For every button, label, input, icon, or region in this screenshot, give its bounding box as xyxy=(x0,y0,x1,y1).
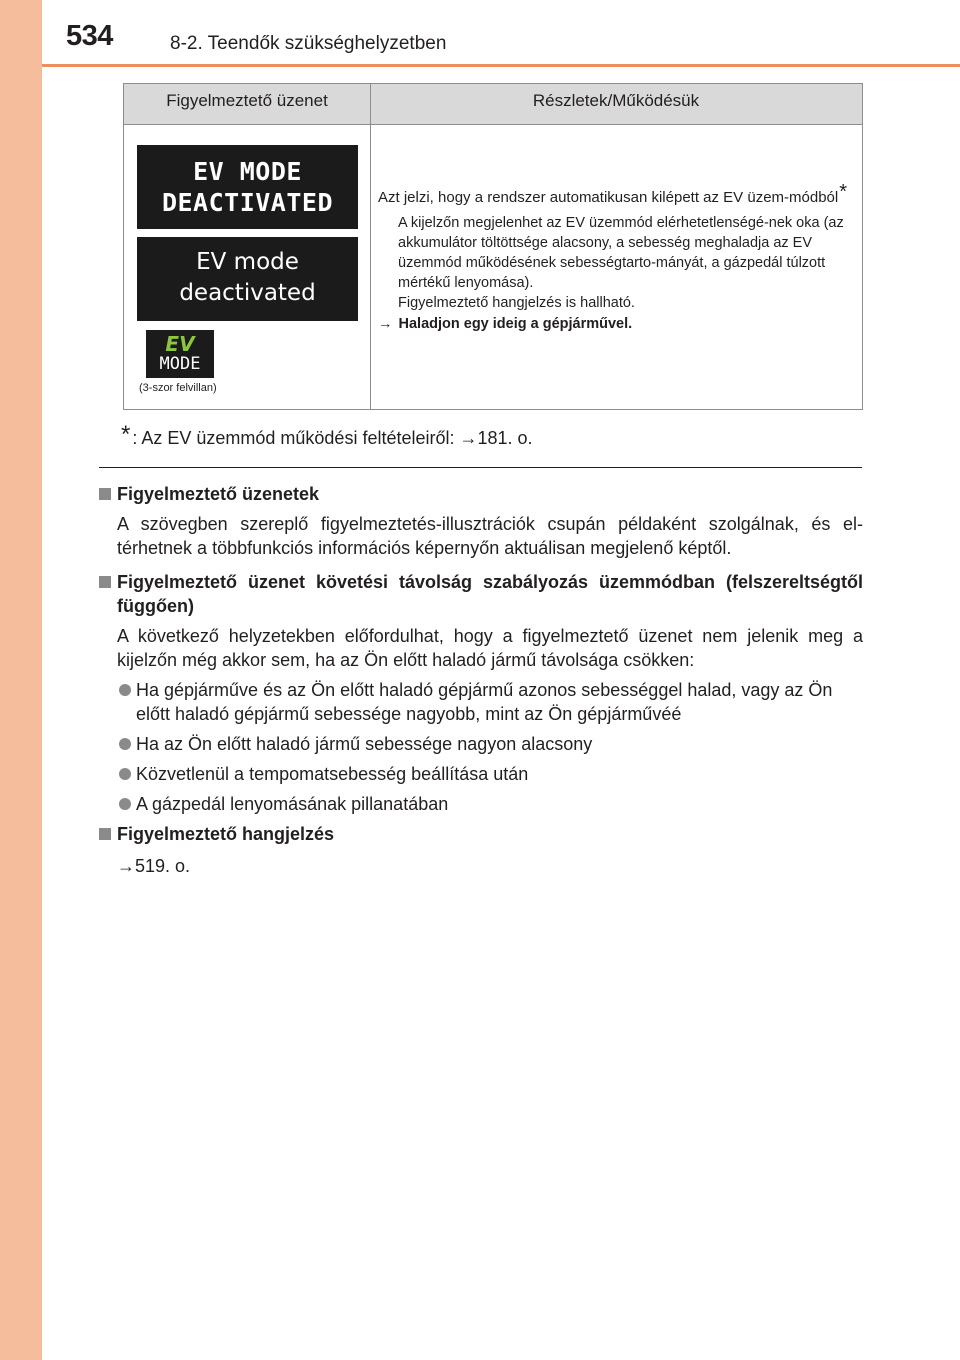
page-body xyxy=(99,482,863,878)
detail-action xyxy=(378,314,853,334)
column-divider xyxy=(370,84,371,409)
arrow-icon: → xyxy=(378,316,393,332)
list-item xyxy=(99,762,863,786)
ev-mode-icon xyxy=(146,330,214,378)
detail-sound: Figyelmeztető hangjelzés is hallható. xyxy=(398,295,635,311)
list-item-text: Közvetlenül a tempomatsebesség beállítása után xyxy=(136,764,529,784)
page-number: 534 xyxy=(66,20,113,52)
section-divider xyxy=(99,467,862,468)
page-reference: →519. o. xyxy=(117,856,191,876)
list-item-text: A gázpedál lenyomásának pillanatában xyxy=(136,794,449,814)
section-heading-warning-sound xyxy=(99,822,863,846)
detail-asterisk: * xyxy=(839,181,848,203)
circle-bullet-icon xyxy=(119,798,131,810)
square-bullet-icon xyxy=(99,488,111,500)
list-item xyxy=(99,678,863,726)
square-bullet-icon xyxy=(99,576,111,588)
header-rule xyxy=(42,64,960,67)
detail-intro-text: Azt jelzi, hogy a rendszer automatikusan kilépett az EV üzem-módból xyxy=(378,189,839,206)
screen2-line2: deactivated xyxy=(179,280,316,306)
column-header-details: Részletek/Működésük xyxy=(532,91,700,110)
detail-action-text: Haladjon egy ideig a gépjárművel. xyxy=(398,316,633,332)
screen1-line2: DEACTIVATED xyxy=(161,188,334,217)
ev-mode-deactivated-screen-lowercase xyxy=(137,237,358,321)
section-heading-distance-control xyxy=(99,570,863,618)
warning-message-table xyxy=(123,83,863,410)
section-heading-warning-messages xyxy=(99,482,863,506)
section-title: 8-2. Teendők szükséghelyzetben xyxy=(170,33,447,54)
circle-bullet-icon xyxy=(119,684,131,696)
detail-body: A kijelzőn megjelenhet az EV üzemmód elérhetetlenségé-nek oka (az akkumulátor töltöttsége alacsony, a sebesség meghaladja az EV üzemmód működésének sebességtarto-mányát, a gázpedál túlzott mértékű lenyomása). xyxy=(398,215,844,291)
mode-icon-text: MODE xyxy=(159,354,201,374)
ev-mode-deactivated-screen-uppercase xyxy=(137,145,358,229)
heading-text: Figyelmeztető hangjelzés xyxy=(117,824,335,844)
heading-text: Figyelmeztető üzenetek xyxy=(117,484,320,504)
details-cell xyxy=(378,179,853,334)
footnote-star: * xyxy=(121,421,131,448)
column-header-message: Figyelmeztető üzenet xyxy=(166,91,328,110)
paragraph-warning-messages: A szövegben szereplő figyelmeztetés-illusztrációk csupán példaként szolgálnak, és el-térhetnek a többfunkciós információs képernyőn aktuálisan megjelenő képtől. xyxy=(117,514,863,558)
list-item-text: Ha az Ön előtt haladó jármű sebessége nagyon alacsony xyxy=(136,734,593,754)
list-item-text: Ha gépjárműve és az Ön előtt haladó gépjármű azonos sebességgel halad, vagy az Ön előtt haladó gépjármű sebessége nagyobb, mint az Ön gépjárművéé xyxy=(136,680,833,724)
screen2-line1: EV mode xyxy=(196,249,299,275)
circle-bullet-icon xyxy=(119,738,131,750)
square-bullet-icon xyxy=(99,828,111,840)
paragraph-distance-control: A következő helyzetekben előfordulhat, hogy a figyelmeztető üzenet nem jelenik meg a kijelzőn még akkor sem, ha az Ön előtt haladó jármű távolsága csökken: xyxy=(117,626,863,670)
ev-icon-text: EV xyxy=(165,332,195,356)
detail-intro xyxy=(378,179,853,211)
footnote xyxy=(121,421,533,449)
heading-text: Figyelmeztető üzenet követési távolság szabályozás üzemmódban (felszereltségtől függően) xyxy=(117,572,863,616)
screen1-line1: EV MODE xyxy=(193,157,302,186)
circle-bullet-icon xyxy=(119,768,131,780)
blink-note: (3-szor felvillan) xyxy=(139,382,217,394)
list-item xyxy=(99,732,863,756)
list-item xyxy=(99,792,863,816)
footnote-text: : Az EV üzemmód működési feltételeiről: →181. o. xyxy=(132,428,533,448)
page-header xyxy=(0,0,960,70)
table-header-row xyxy=(124,84,862,125)
side-color-band xyxy=(0,0,42,1360)
